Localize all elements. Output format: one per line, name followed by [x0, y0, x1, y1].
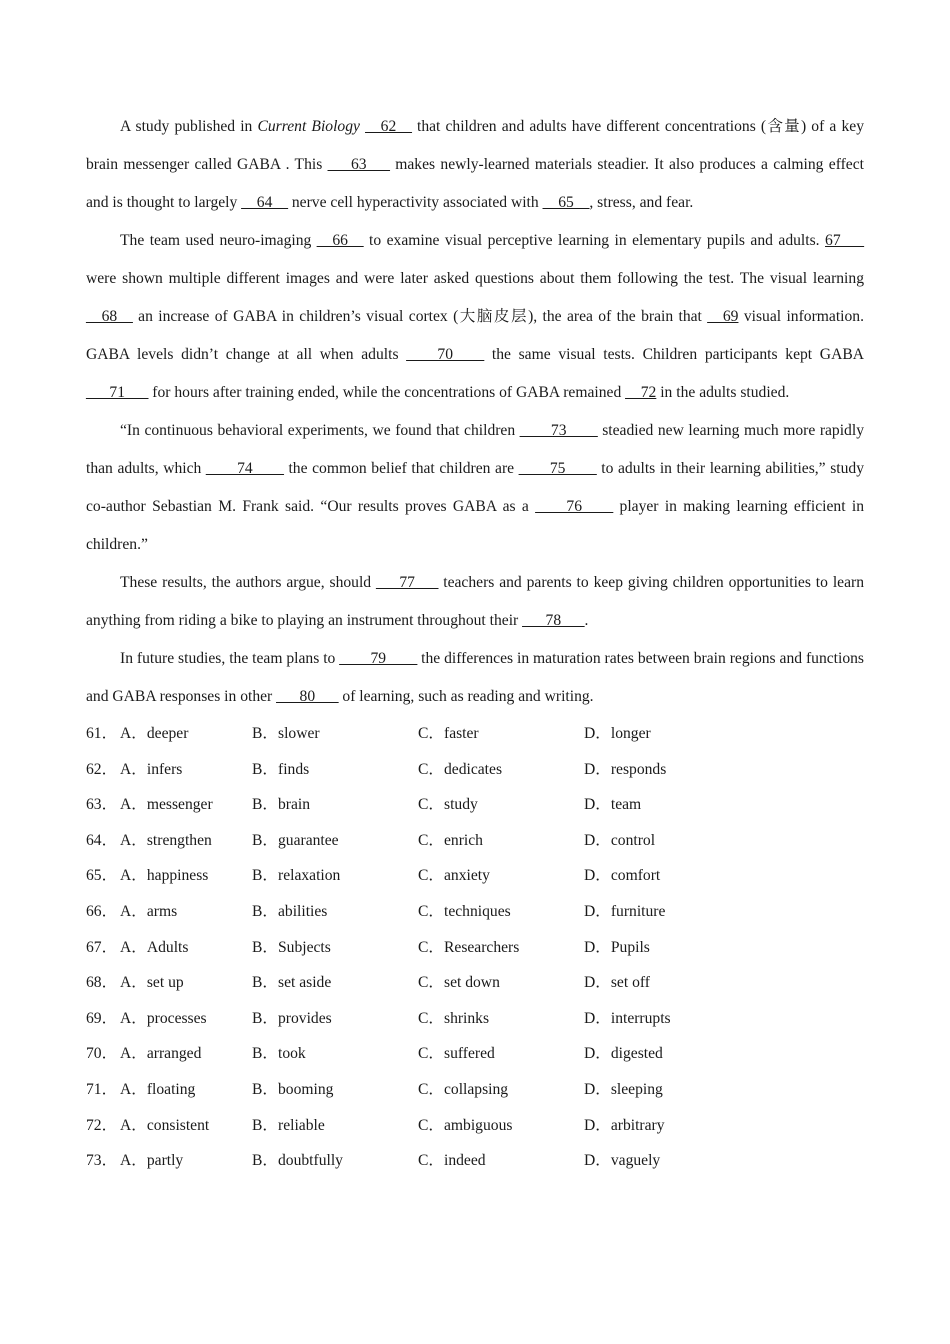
option-a: A．happiness	[120, 867, 209, 885]
question-row	[86, 858, 864, 894]
cloze-passage	[86, 108, 864, 716]
passage-text: in the adults studied.	[656, 384, 790, 401]
option-a: A．deeper	[120, 725, 189, 742]
option-b: B．booming	[252, 1080, 334, 1098]
option-a: A．arms	[120, 902, 178, 920]
option-a: A．arranged	[120, 1045, 202, 1063]
answer-blank: __72	[625, 384, 657, 401]
option-d: D．comfort	[584, 867, 661, 885]
question-options	[86, 716, 864, 1179]
question-row	[86, 823, 864, 859]
question-number: 71．	[86, 1080, 118, 1098]
option-d: D．control	[584, 831, 656, 849]
passage-paragraph	[86, 108, 864, 222]
option-d: D．set off	[584, 974, 650, 992]
option-b: B．doubtfully	[252, 1152, 343, 1170]
passage-text: makes newly-learned materials steadier. It also produces a calming effect and is thought to largely	[86, 156, 864, 211]
option-d: D．sleeping	[584, 1080, 663, 1098]
answer-blank: __66__	[316, 232, 364, 249]
option-c: C．suffered	[418, 1045, 495, 1063]
passage-text: nerve cell hyperactivity associated with	[287, 194, 543, 211]
option-d: D．furniture	[584, 902, 666, 920]
question-row	[86, 930, 864, 966]
answer-blank: __65__	[542, 194, 590, 211]
passage-text: steadied new learning much more rapidly than adults, which	[86, 422, 864, 477]
question-row	[86, 1143, 864, 1179]
option-b: B．Subjects	[252, 938, 331, 956]
option-a: A．messenger	[120, 796, 213, 814]
option-a: A．strengthen	[120, 831, 212, 849]
passage-paragraph	[86, 640, 864, 716]
passage-text: to adults in their learning abilities,” study co-author Sebastian M. Frank said. “Our results proves GABA as a	[86, 460, 864, 515]
question-number: 66．	[86, 902, 118, 920]
question-number: 61．	[86, 725, 118, 742]
answer-blank: __62__	[365, 118, 412, 135]
option-a: A．Adults	[120, 938, 189, 956]
option-a: A．infers	[120, 760, 183, 778]
option-c: C．ambiguous	[418, 1116, 513, 1134]
option-c: C．enrich	[418, 831, 483, 849]
passage-text: teachers and parents to keep giving children opportunities to learn anything from riding a bike to playing an instrument throughout their	[86, 574, 864, 629]
document-page	[86, 108, 864, 1179]
passage-text: were shown multiple different images and were later asked questions about them following the test. The visual learning	[86, 270, 864, 287]
option-a: A．set up	[120, 974, 184, 992]
question-row	[86, 894, 864, 930]
option-c: C．dedicates	[418, 760, 503, 778]
option-d: D．arbitrary	[584, 1116, 665, 1134]
passage-text: that children and adults have different concentrations (含量) of a key brain messenger called GABA . This	[86, 118, 864, 173]
answer-blank: ___77___	[375, 574, 439, 591]
passage-text: the common belief that children are	[283, 460, 519, 477]
option-d: D．team	[584, 796, 642, 814]
option-b: B．took	[252, 1045, 306, 1063]
answer-blank: ____73____	[519, 422, 598, 439]
answer-blank: ___71___	[86, 384, 149, 401]
option-b: B．guarantee	[252, 831, 339, 849]
passage-text: These results, the authors argue, should	[120, 574, 376, 591]
passage-text: of learning, such as reading and writing.	[338, 688, 594, 705]
option-b: B．reliable	[252, 1116, 325, 1134]
passage-text: the differences in maturation rates between brain regions and functions and GABA responses in other	[86, 650, 864, 705]
question-row	[86, 1108, 864, 1144]
passage-text: the same visual tests. Children participants kept GABA	[484, 346, 864, 363]
question-row	[86, 965, 864, 1001]
question-number: 67．	[86, 938, 118, 956]
option-b: B．set aside	[252, 974, 332, 992]
option-c: C．Researchers	[418, 938, 520, 956]
option-b: B．abilities	[252, 902, 328, 920]
question-row	[86, 716, 864, 752]
passage-text: to examine visual perceptive learning in elementary pupils and adults.	[363, 232, 826, 249]
passage-text: A study published in	[120, 118, 258, 135]
passage-text: .	[584, 612, 589, 629]
answer-blank: ___63___	[327, 156, 390, 173]
question-row	[86, 1072, 864, 1108]
option-b: B．slower	[252, 725, 320, 742]
answer-blank: ____76____	[535, 498, 614, 515]
option-c: C．faster	[418, 725, 479, 742]
option-d: D．Pupils	[584, 938, 650, 956]
option-b: B．relaxation	[252, 867, 341, 885]
question-number: 70．	[86, 1045, 118, 1063]
passage-text: “In continuous behavioral experiments, we found that children	[120, 422, 520, 439]
question-number: 65．	[86, 867, 118, 885]
option-b: B．finds	[252, 760, 310, 778]
option-c: C．indeed	[418, 1152, 486, 1170]
answer-blank: ___78___	[522, 612, 585, 629]
passage-text: player in making learning efficient in children.”	[86, 498, 865, 553]
answer-blank: ____74____	[205, 460, 284, 477]
option-a: A．consistent	[120, 1116, 210, 1134]
question-number: 68．	[86, 974, 118, 992]
question-row	[86, 1036, 864, 1072]
answer-blank: __69	[707, 308, 739, 325]
option-c: C．shrinks	[418, 1009, 490, 1027]
option-b: B．provides	[252, 1009, 332, 1027]
option-b: B．brain	[252, 796, 311, 814]
option-d: D．vaguely	[584, 1152, 661, 1170]
passage-paragraph	[86, 222, 864, 412]
journal-title: Current Biology	[257, 118, 360, 135]
passage-text: , stress, and fear.	[589, 194, 694, 211]
passage-paragraph	[86, 564, 864, 640]
option-c: C．study	[418, 796, 478, 814]
answer-blank: ____70____	[406, 346, 485, 363]
passage-text: The team used neuro-imaging	[120, 232, 317, 249]
answer-blank: __64__	[241, 194, 288, 211]
question-number: 72．	[86, 1116, 118, 1134]
answer-blank: ____79____	[339, 650, 418, 667]
option-d: D．longer	[584, 725, 651, 742]
passage-text: In future studies, the team plans to	[120, 650, 340, 667]
question-number: 69．	[86, 1009, 118, 1027]
passage-paragraph	[86, 412, 864, 564]
passage-text: for hours after training ended, while the concentrations of GABA remained	[148, 384, 626, 401]
answer-blank: 67___	[825, 232, 864, 249]
option-a: A．floating	[120, 1080, 196, 1098]
option-d: D．responds	[584, 760, 667, 778]
option-d: D．digested	[584, 1045, 663, 1063]
passage-text: an increase of GABA in children’s visual cortex (大脑皮层), the area of the brain that	[132, 308, 708, 325]
option-c: C．anxiety	[418, 867, 490, 885]
question-number: 73．	[86, 1152, 118, 1170]
answer-blank: __68__	[86, 308, 133, 325]
question-number: 63．	[86, 796, 118, 814]
option-c: C．techniques	[418, 902, 511, 920]
option-a: A．processes	[120, 1009, 207, 1027]
option-d: D．interrupts	[584, 1009, 671, 1027]
option-a: A．partly	[120, 1152, 184, 1170]
question-row	[86, 752, 864, 788]
answer-blank: ___80___	[276, 688, 339, 705]
option-c: C．set down	[418, 974, 500, 992]
question-row	[86, 787, 864, 823]
question-row	[86, 1001, 864, 1037]
answer-blank: ____75____	[518, 460, 597, 477]
question-number: 64．	[86, 831, 118, 849]
passage-text: visual information. GABA levels didn’t change at all when adults	[86, 308, 864, 363]
question-number: 62．	[86, 760, 118, 778]
option-c: C．collapsing	[418, 1080, 509, 1098]
